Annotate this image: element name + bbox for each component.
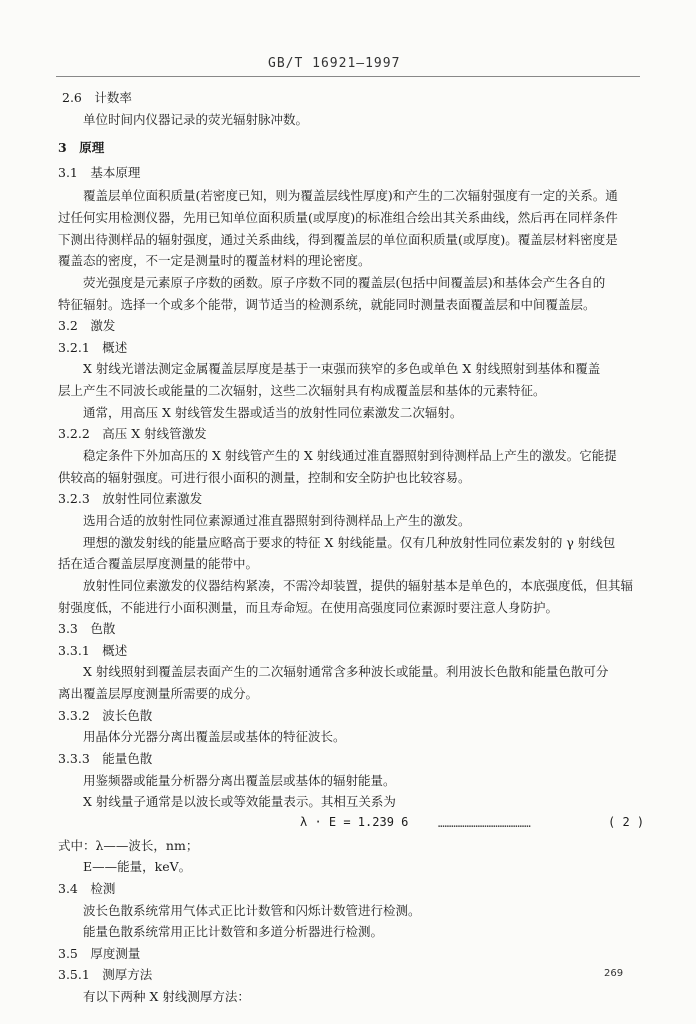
paragraph-line: 选用合适的放射性同位素源通过准直器照射到待测样品上产生的激发。	[83, 513, 471, 528]
paragraph-line: 理想的激发射线的能量应略高于要求的特征 X 射线能量。仅有几种放射性同位素发射的 γ 射线包	[83, 535, 616, 550]
paragraph-line: X 射线量子通常是以波长或等效能量表示。其相互关系为	[83, 794, 396, 809]
paragraph-line: 稳定条件下外加高压的 X 射线管产生的 X 射线通过准直器照射到待测样品上产生的激发。它能提	[83, 448, 617, 463]
formula-expression: λ · E = 1.239 6	[300, 815, 409, 829]
paragraph-line: 覆盖层单位面积质量(若密度已知，则为覆盖层线性厚度)和产生的二次辐射强度有一定的关系。通	[83, 188, 618, 203]
paragraph-line: 用鉴频器或能量分析器分离出覆盖层或基体的辐射能量。	[83, 773, 396, 788]
heading-3-5: 3.5 厚度测量	[58, 946, 141, 961]
paragraph-line: 射强度低，不能进行小面积测量，而且寿命短。在使用高强度同位素源时要注意人身防护。	[58, 600, 559, 615]
paragraph-line: X 射线照射到覆盖层表面产生的二次辐射通常含多种波长或能量。利用波长色散和能量色散可分	[83, 664, 609, 679]
formula-where-lambda: 式中：λ——波长，nm；	[58, 838, 199, 853]
page-number: 269	[604, 968, 624, 979]
standard-code-header: GB/T 16921—1997	[268, 56, 401, 71]
heading-3-2-2: 3.2.2 高压 X 射线管激发	[58, 426, 207, 441]
heading-3-1: 3.1 基本原理	[58, 165, 141, 180]
paragraph-line: 括在适合覆盖层厚度测量的能带中。	[58, 556, 259, 571]
paragraph-line: 特征辐射。选择一个或多个能带，调节适当的检测系统，就能同时测量表面覆盖层和中间覆盖层。	[58, 297, 596, 312]
paragraph-line: X 射线光谱法测定金属覆盖层厚度是基于一束强而狭窄的多色或单色 X 射线照射到基体和覆盖	[83, 361, 601, 376]
paragraph-line: 有以下两种 X 射线测厚方法：	[83, 989, 250, 1004]
heading-3-3: 3.3 色散	[58, 621, 116, 636]
paragraph-line: 单位时间内仪器记录的荧光辐射脉冲数。	[83, 112, 309, 127]
heading-3-2: 3.2 激发	[58, 318, 116, 333]
paragraph-line: 下测出待测样品的辐射强度，通过关系曲线，得到覆盖层的单位面积质量(或厚度)。覆盖层材料密度是	[58, 232, 618, 247]
paragraph-line: 供较高的辐射强度。可进行很小面积的测量，控制和安全防护也比较容易。	[58, 470, 471, 485]
formula-number: ( 2 )	[608, 815, 645, 829]
heading-3-3-2: 3.3.2 波长色散	[58, 708, 153, 723]
paragraph-line: 波长色散系统常用气体式正比计数管和闪烁计数管进行检测。	[83, 903, 421, 918]
paragraph-line: 通常，用高压 X 射线管发生器或适当的放射性同位素激发二次辐射。	[83, 405, 463, 420]
paragraph-line: 放射性同位素激发的仪器结构紧凑，不需冷却装置，提供的辐射基本是单色的，本底强度低，但其辐	[83, 578, 634, 593]
heading-3: 3 原理	[58, 140, 105, 155]
heading-3-2-1: 3.2.1 概述	[58, 340, 128, 355]
paragraph-line: 能量色散系统常用正比计数管和多道分析器进行检测。	[83, 924, 384, 939]
heading-2-6: 2.6 计数率	[62, 90, 132, 105]
paragraph-line: 离出覆盖层厚度测量所需要的成分。	[58, 686, 259, 701]
paragraph-line: 层上产生不同波长或能量的二次辐射，这些二次辐射具有构成覆盖层和基体的元素特征。	[58, 383, 546, 398]
paragraph-line: 过任何实用检测仪器，先用已知单位面积质量(或厚度)的标准组合绘出其关系曲线，然后再在同样条件	[58, 210, 618, 225]
paragraph-line: 用晶体分光器分离出覆盖层或基体的特征波长。	[83, 729, 346, 744]
heading-3-3-3: 3.3.3 能量色散	[58, 751, 153, 766]
formula-leader-dots: ……………………………………	[438, 817, 531, 830]
header-rule	[56, 76, 640, 77]
paragraph-line: 荧光强度是元素原子序数的函数。原子序数不同的覆盖层(包括中间覆盖层)和基体会产生各自的	[83, 275, 606, 290]
heading-3-4: 3.4 检测	[58, 881, 116, 896]
heading-3-5-1: 3.5.1 测厚方法	[58, 967, 153, 982]
heading-3-2-3: 3.2.3 放射性同位素激发	[58, 491, 203, 506]
formula-where-energy: E——能量，keV。	[83, 859, 192, 874]
paragraph-line: 覆盖态的密度，不一定是测量时的覆盖材料的理论密度。	[58, 253, 371, 268]
heading-3-3-1: 3.3.1 概述	[58, 643, 128, 658]
